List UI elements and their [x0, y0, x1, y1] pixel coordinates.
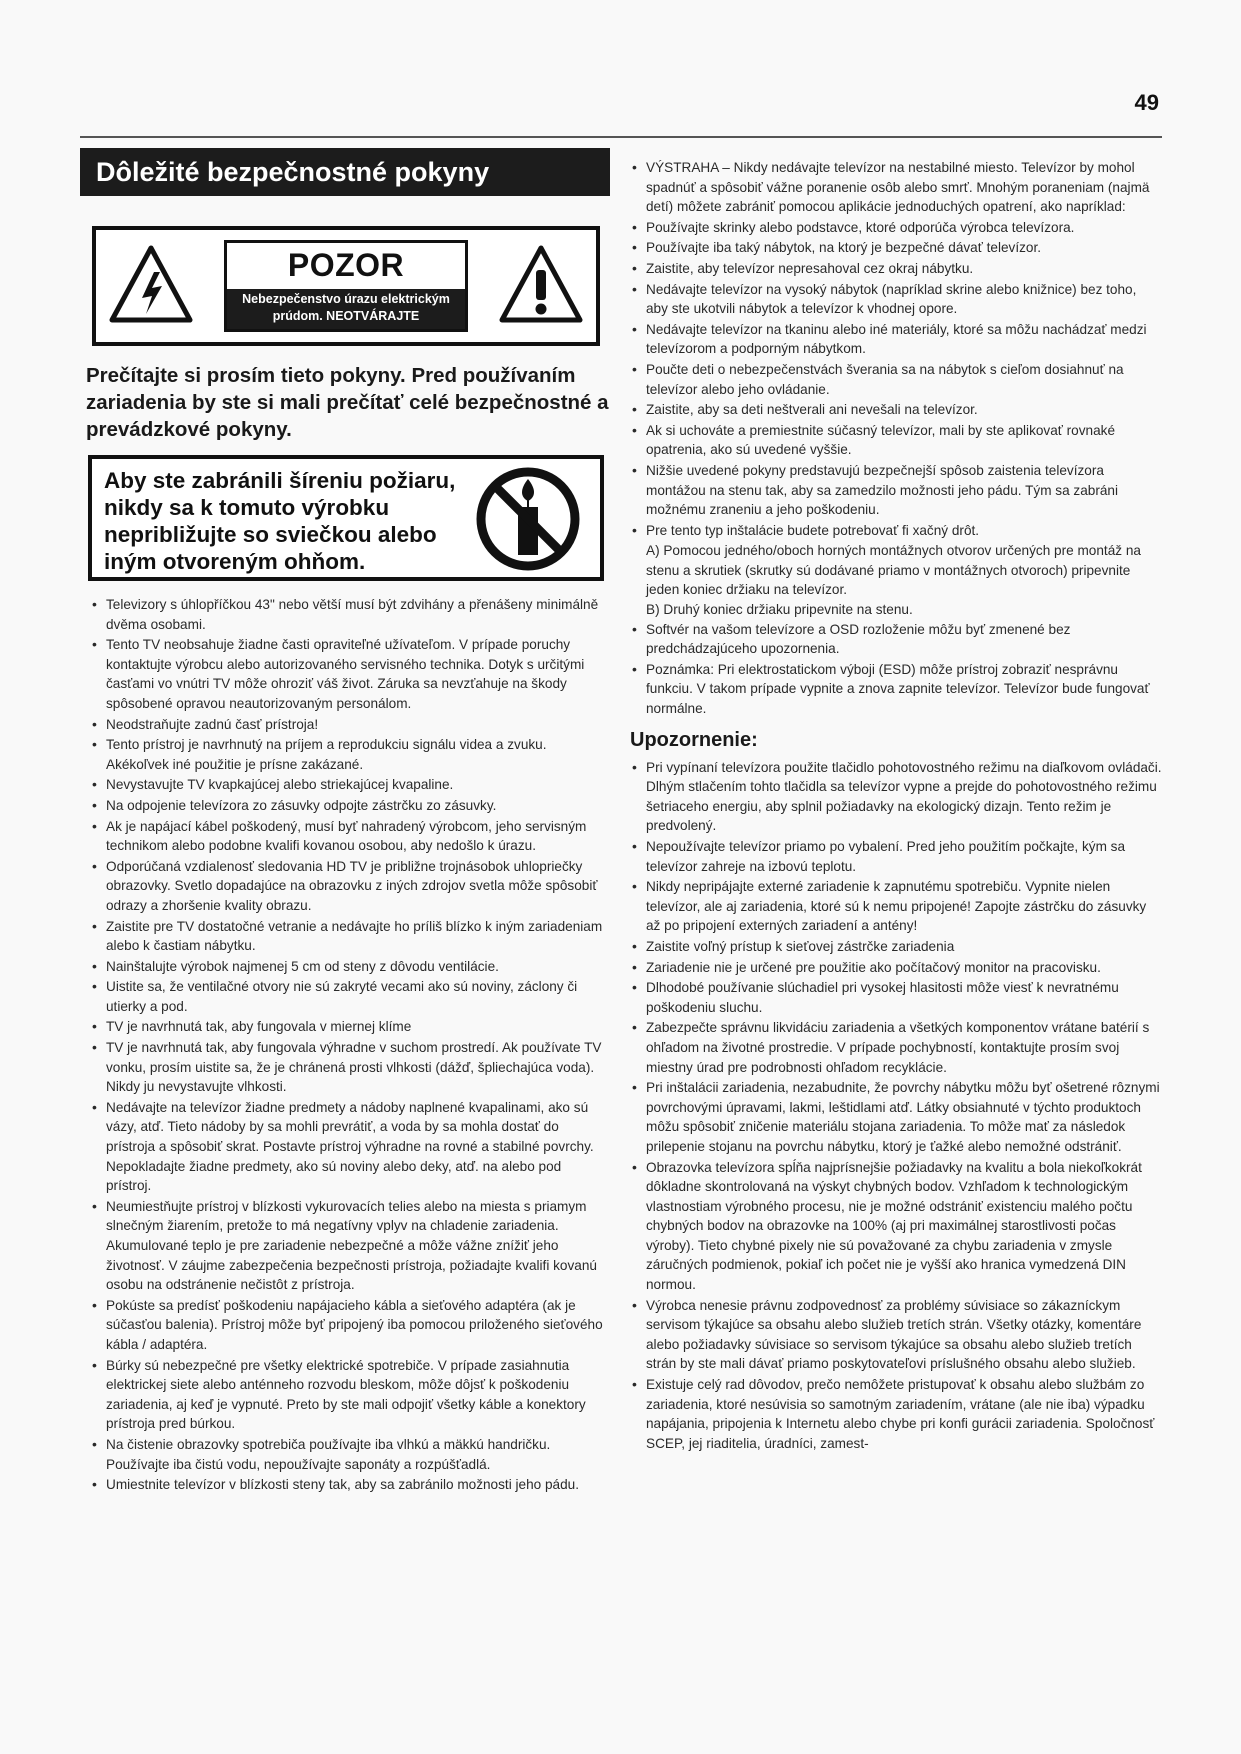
list-item: • Pre tento typ inštalácie budete potrebovať fi xačný drôt. — [630, 521, 1162, 541]
list-item: • Používajte iba taký nábytok, na ktorý je bezpečné dávať televízor. — [630, 238, 1162, 258]
list-item: • Zaistite voľný prístup k sieťovej zástrčke zariadenia — [630, 937, 1162, 957]
page-title: Dôležité bezpečnostné pokyny — [80, 148, 610, 196]
list-item: • TV je navrhnutá tak, aby fungovala výhradne v suchom prostredí. Ak používate TV vonku, prosím uistite sa, že je chránená prosti vlhkosti (dážď, špliechajúca voda). Nikdy ju nevystavujte vlhkosti. — [90, 1038, 610, 1097]
page-number: 49 — [1134, 90, 1159, 115]
list-item: • Búrky sú nebezpečné pre všetky elektrické spotrebiče. V prípade zasiahnutia elektrickej siete alebo anténneho rozvodu bleskom, môže dôjsť k poškodeniu zariadenia, aj keď je vypnuté. Preto by ste mali odpojiť všetky káble a konektory prístroja pred búrkou. — [90, 1356, 610, 1434]
list-item: • Ak si uchováte a premiestnite súčasný televízor, mali by ste aplikovať rovnaké opatrenia, ako sú uvedené vyššie. — [630, 421, 1162, 460]
caution-panel — [224, 240, 468, 332]
fire-warning-box — [88, 455, 604, 581]
fire-warning-text: Aby ste zabránili šíreniu požiaru, nikdy sa k tomuto výrobku nepribližujte so sviečkou alebo iným otvoreným ohňom. — [104, 468, 456, 574]
list-item: • Tento prístroj je navrhnutý na príjem a reprodukciu signálu videa a zvuku. Akékoľvek iné použitie je prísne zakázané. — [90, 735, 610, 774]
list-item: • Používajte skrinky alebo podstavce, ktoré odporúča výrobca televízora. — [630, 218, 1162, 238]
safety-list-right-continued — [630, 620, 1162, 719]
list-item: • Nižšie uvedené pokyny predstavujú bezpečnejší spôsob zaistenia televízora montážou na stenu tak, aby sa zamedzilo možnosti jeho pádu. Tým sa zabráni možnému zraneniu a jeho poškodeniu. — [630, 461, 1162, 520]
list-item: • VÝSTRAHA – Nikdy nedávajte televízor na nestabilné miesto. Televízor by mohol spadnúť a spôsobiť vážne poranenie osôb alebo smrť. Mnohým poraneniam (najmä detí) môžete zabrániť pomocou aplikácie jednoduchých opatrení, ako napríklad: — [630, 158, 1162, 217]
list-item: • Softvér na vašom televízore a OSD rozloženie môžu byť zmenené bez predchádzajúceho upozornenia. — [630, 620, 1162, 659]
list-item: • Zaistite pre TV dostatočné vetranie a nedávajte ho príliš blízko k iným zariadeniam alebo k častiam nábytku. — [90, 917, 610, 956]
list-item: • Nedávajte televízor na vysoký nábytok (napríklad skrine alebo knižnice) bez toho, aby ste ukotvili nábytok a televízor k vhodnej opore. — [630, 280, 1162, 319]
list-item: • Tento TV neobsahuje žiadne časti opraviteľné užívateľom. V prípade poruchy kontaktujte výrobcu alebo autorizovaného servisného technika. Dotyk s určitými časťami vo vnútri TV môže ohroziť váš život. Záruka sa nevzťahuje na škody spôsobené opravou neautorizovaným personálom. — [90, 635, 610, 713]
list-item: • Poučte deti o nebezpečenstvách šverania sa na nábytok s cieľom dosiahnuť na televízor alebo jeho ovládanie. — [630, 360, 1162, 399]
list-item: • Nikdy nepripájajte externé zariadenie k zapnutému spotrebiču. Vypnite nielen televízor, ale aj zariadenia, ktoré sú k nemu pripojené! Zapojte zástrčku do zásuvky až po pripojení externých zariadení a antény! — [630, 877, 1162, 936]
safety-list-right — [630, 158, 1162, 540]
notice-heading: Upozornenie: — [630, 728, 758, 751]
list-item: • Poznámka: Pri elektrostatickom výboji (ESD) môže prístroj zobraziť nesprávnu funkciu. V takom prípade vypnite a znova zapnite televízor. Televízor bude fungovať normálne. — [630, 660, 1162, 719]
header-rule — [80, 136, 1162, 138]
list-item: • Nainštalujte výrobok najmenej 5 cm od steny z dôvodu ventilácie. — [90, 957, 610, 977]
no-candle-icon — [474, 465, 582, 573]
electric-shock-warning-label — [92, 226, 600, 346]
intro-text: Prečítajte si prosím tieto pokyny. Pred používaním zariadenia by ste si mali prečítať celé bezpečnostné a prevádzkové pokyny. — [86, 364, 609, 441]
list-item: • TV je navrhnutá tak, aby fungovala v miernej klíme — [90, 1017, 610, 1037]
list-item: • Existuje celý rad dôvodov, prečo nemôžete pristupovať k obsahu alebo službám zo zariadenia, ktoré nesúvisia so samotným zariadením, vrátane (ale nie iba) výpadku napájania, pripojenia k Internetu alebo chybe pri konfi gurácii zariadenia. Spoločnosť SCEP, jej riaditelia, úradníci, zamest- — [630, 1375, 1162, 1453]
list-item: • Neodstraňujte zadnú časť prístroja! — [90, 715, 610, 735]
list-item: • Umiestnite televízor v blízkosti steny tak, aby sa zabránilo možnosti jeho pádu. — [90, 1475, 610, 1495]
list-item: • Výrobca nenesie právnu zodpovednosť za problémy súvisiace so zákazníckym servisom týkajúce sa obsahu alebo služieb tretích strán. Všetky otázky, komentáre alebo požiadavky súvisiace so servisom týkajúce sa obsahu alebo služieb tretích strán by ste mali dávať priamo poskytovateľovi príslušného obsahu alebo služieb. — [630, 1296, 1162, 1374]
lightning-warning-icon — [108, 244, 194, 324]
list-item: • Zabezpečte správnu likvidáciu zariadenia a všetkých komponentov vrátane batérií s ohľadom na životné prostredie. V prípade pochybností, kontaktujte prosím svoj miestny úrad pre podrobnosti ohľadom recyklácie. — [630, 1018, 1162, 1077]
list-item: • Nedávajte televízor na tkaninu alebo iné materiály, ktoré sa môžu nachádzať medzi televízorom a podporným nábytkom. — [630, 320, 1162, 359]
list-item: • Zaistite, aby televízor nepresahoval cez okraj nábytku. — [630, 259, 1162, 279]
list-item: • Nepoužívajte televízor priamo po vybalení. Pred jeho použitím počkajte, kým sa televízor zahreje na izbovú teplotu. — [630, 837, 1162, 876]
list-item: • Zaistite, aby sa deti neštverali ani nevešali na televízor. — [630, 400, 1162, 420]
list-item: • Odporúčaná vzdialenosť sledovania HD TV je približne trojnásobok uhlopriečky obrazovky. Svetlo dopadajúce na obrazovku z iných zdrojov svetla môže spôsobiť odrazy a zhoršenie kvality obrazu. — [90, 857, 610, 916]
exclamation-warning-icon — [498, 244, 584, 324]
list-item: • Uistite sa, že ventilačné otvory nie sú zakryté vecami ako sú noviny, záclony či utierky a pod. — [90, 977, 610, 1016]
list-item: • Pokúste sa predísť poškodeniu napájacieho kábla a sieťového adaptéra (ak je súčasťou balenia). Prístroj môže byť pripojený iba pomocou priloženého sieťového kábla / adaptéra. — [90, 1296, 610, 1355]
list-item: • Neumiestňujte prístroj v blízkosti vykurovacích telies alebo na miesta s priamym slnečným žiarením, pretože to má negatívny vplyv na chladenie zariadenia. Akumulované teplo je pre zariadenie nebezpečné a môže vážne znížiť jeho životnosť. V záujme zabezpečenia bezpečnosti prístroja, požiadajte kvalifi kovanú osobu na odstránenie nečistôt z prístroja. — [90, 1197, 610, 1295]
right-column — [630, 158, 1162, 1454]
list-item: • Na čistenie obrazovky spotrebiča používajte iba vlhkú a mäkkú handričku. Používajte iba čistú vodu, nepoužívajte saponáty a rozpúšťadlá. — [90, 1435, 610, 1474]
list-item: • Nevystavujte TV kvapkajúcej alebo striekajúcej kvapaline. — [90, 775, 610, 795]
wall-mount-steps — [630, 541, 1162, 619]
mount-step: B) Druhý koniec držiaku pripevnite na stenu. — [646, 602, 913, 618]
caution-heading: POZOR — [287, 247, 405, 283]
list-item: • Obrazovka televízora spĺňa najprísnejšie požiadavky na kvalitu a bola niekoľkokrát dôkladne skontrolovaná na výskyt chybných bodov. Vzhľadom k technologickým vlastnostiam výrobného procesu, nie je možné odstrániť existenciu malého počtu chybných bodov na obrazovke na 100% (aj pri maximálnej starostlivosti počas výroby). Tieto chybné pixely nie sú považované za chybu zariadenia v zmysle záručných podmienok, pokiaľ ich počet nie je vyšší ako hranica vymedzená DIN normou. — [630, 1158, 1162, 1295]
list-item: • Pri inštalácii zariadenia, nezabudnite, že povrchy nábytku môžu byť ošetrené rôznymi povrchovými úpravami, lakmi, leštidlami atď. Látky obsiahnuté v týchto produktoch môžu spôsobiť zničenie materiálu stojana zariadenia. To môže mať za následok prilepenie stojanu na povrchu nábytku, ktorý je ťažké alebo nemožné odstrániť. — [630, 1078, 1162, 1156]
list-item: • Na odpojenie televízora zo zásuvky odpojte zástrčku zo zásuvky. — [90, 796, 610, 816]
list-item: • Nedávajte na televízor žiadne predmety a nádoby naplnené kvapalinami, ako sú vázy, atď. Tieto nádoby by sa mohli prevrátiť, a voda by sa mohla dostať do prístroja a spôsobiť skrat. Postavte prístroj výhradne na rovné a stabilné povrchy. Nepokladajte žiadne predmety, ako sú noviny alebo deky, atď. na alebo pod prístroj. — [90, 1098, 610, 1196]
notice-list — [630, 758, 1162, 1454]
list-item: • Ak je napájací kábel poškodený, musí byť nahradený výrobcom, jeho servisným technikom alebo podobne kvalifi kovanou osobou, aby nedošlo k úrazu. — [90, 817, 610, 856]
list-item: • Dlhodobé používanie slúchadiel pri vysokej hlasitosti môže viesť k nevratnému poškodeniu sluchu. — [630, 978, 1162, 1017]
safety-list-left — [90, 595, 610, 1495]
list-item: • Televizory s úhlopříčkou 43" nebo větší musí být zdvihány a přenášeny minimálně dvěma osobami. — [90, 595, 610, 634]
mount-step: A) Pomocou jedného/oboch horných montážnych otvorov určených pre montáž na stenu a skrutiek (skrutky sú dodávané priamo v montážnych otvoroch) pripevnite jeden koniec držiaku na televízor. — [646, 543, 1141, 598]
left-column — [80, 148, 610, 1496]
list-item: • Pri vypínaní televízora použite tlačidlo pohotovostného režimu na diaľkovom ovládači. Dlhým stlačením tohto tlačidla sa televízor vypne a prejde do pohotovostného režimu šetriaceho energiu, aby splnil požiadavky na ekologický dizajn. Tento režim je predvolený. — [630, 758, 1162, 836]
caution-subtext: Nebezpečenstvo úrazu elektrickým prúdom. NEOTVÁRAJTE — [227, 289, 465, 329]
list-item: • Zariadenie nie je určené pre použitie ako počítačový monitor na pracovisku. — [630, 958, 1162, 978]
